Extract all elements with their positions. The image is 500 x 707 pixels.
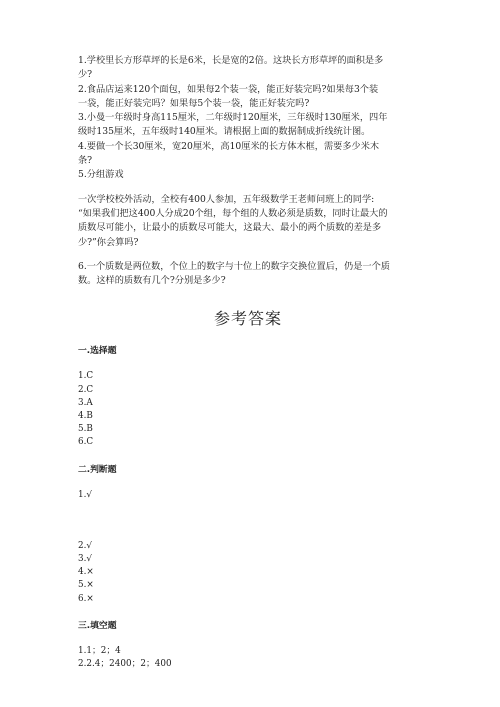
answer-item: 3.√: [78, 554, 92, 565]
answer-title: 参考答案: [213, 309, 282, 329]
answer-item: 4.B: [78, 411, 93, 422]
game-line: 少?”你会算吗?: [78, 236, 139, 248]
question-6: [78, 260, 418, 289]
question-line: 条?: [78, 155, 93, 167]
answer-item: 4.×: [78, 567, 94, 578]
question-line: 1.学校里长方形草坪的长是6米，长是宽的2倍。这块长方形草坪的面积是多: [78, 55, 384, 66]
answer-item: 1.C: [78, 371, 94, 382]
question-line: 一袋，能正好装完吗？如果每5个装一袋，能正好装完吗?: [78, 97, 310, 109]
game-line: 质数尽可能小，让最小的质数尽可能大，这最大、最小的两个质数的差是多: [78, 222, 382, 234]
section-title-choice: 一.选择题: [78, 346, 117, 357]
question-line: 3.小曼一年级时身高115厘米，二年级时120厘米，三年级时130厘米，四年: [78, 112, 388, 124]
answer-item: 2.C: [78, 384, 94, 395]
choice-answers: [78, 370, 418, 449]
answer-item: 5.×: [78, 580, 94, 591]
question-line: 少?: [78, 69, 93, 81]
fill-answers: [78, 645, 418, 671]
question-line: 级时135厘米，五年级时140厘米。请根据上面的数据制成折线统计图。: [78, 126, 371, 138]
question-line: 5.分组游戏: [78, 169, 124, 181]
document-page: [78, 54, 418, 671]
game-line: 一次学校校外活动，全校有400人参加，五年级数学王老师问班上的同学:: [78, 193, 375, 205]
answer-item: 6.×: [78, 593, 94, 604]
answer-item: 2.√: [78, 540, 92, 551]
answer-item: 5.B: [78, 424, 93, 435]
answer-item: 1.√: [78, 489, 92, 500]
answer-item: 3.A: [78, 397, 93, 408]
question-line: 4.要做一个长30厘米，宽20厘米，高10厘米的长方体木框，需要多少米木: [78, 140, 380, 152]
q6-line: 数。这样的质数有几个?分别是多少?: [78, 275, 226, 287]
answer-item: 6.C: [78, 437, 94, 448]
question-line: 2.食品店运来120个面包，如果每2个装一袋，能正好装完吗?如果每3个装: [78, 83, 379, 95]
answer-item: 1.1；2；4: [78, 645, 121, 656]
group-game-text: [78, 193, 418, 250]
answer-item: 2.2.4；2400；2；400: [78, 659, 172, 670]
judge-answers: [78, 489, 418, 606]
section-title-fill: 三.填空题: [78, 620, 117, 631]
questions-block: [78, 54, 418, 183]
q6-line: 6.一个质数是两位数，个位上的数字与十位上的数字交换位置后，仍是一个质: [78, 260, 390, 272]
section-title-judge: 二.判断题: [78, 464, 117, 475]
game-line: “如果我们把这400人分成20个组，每个组的人数必须是质数，同时让最大的: [78, 207, 388, 219]
